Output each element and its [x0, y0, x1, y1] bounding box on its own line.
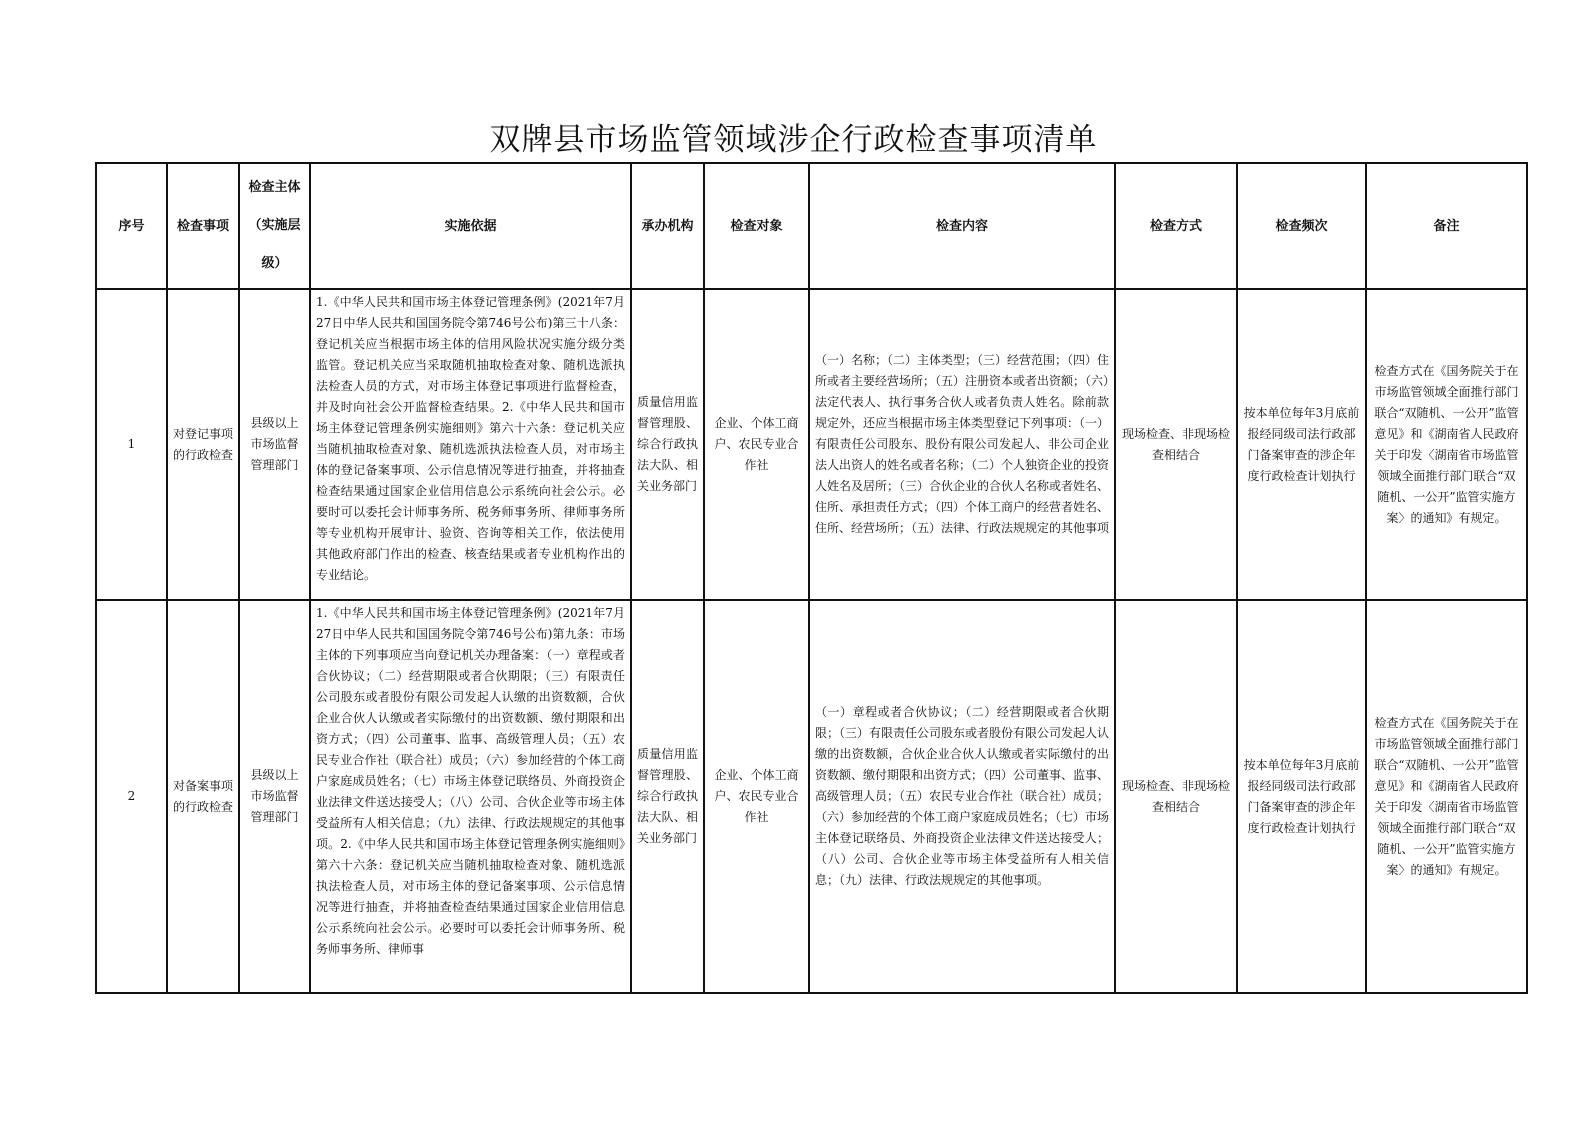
- cell-target: 企业、个体工商户、农民专业合作社: [704, 600, 809, 993]
- cell-agency: 质量信用监督管理股、综合行政执法大队、相关业务部门: [631, 289, 704, 600]
- header-subject: 检查主体（实施层级）: [239, 163, 310, 289]
- header-frequency: 检查频次: [1237, 163, 1366, 289]
- header-seq: 序号: [96, 163, 167, 289]
- header-basis: 实施依据: [310, 163, 631, 289]
- cell-subject: 县级以上市场监督管理部门: [239, 289, 310, 600]
- cell-basis: 1.《中华人民共和国市场主体登记管理条例》(2021年7月27日中华人民共和国国务院令第746号公布)第三十八条：登记机关应当根据市场主体的信用风险状况实施分级分类监管。登记机关应当采取随机抽取检查对象、随机选派执法检查人员的方式，对市场主体登记事项进行监督检查，并及时向社会公开监督检查结果。2.《中华人民共和国市场主体登记管理条例实施细则》第六十六条：登记机关应当随机抽取检查对象、随机选派执法检查人员，对市场主体的登记备案事项、公示信息情况等进行抽查，并将抽查检查结果通过国家企业信用信息公示系统向社会公示。必要时可以委托会计师事务所、税务师事务所、律师事务所等专业机构开展审计、验资、咨询等相关工作，依法使用其他政府部门作出的检查、核查结果或者专业机构作出的专业结论。: [310, 289, 631, 600]
- cell-seq: 1: [96, 289, 167, 600]
- header-content: 检查内容: [809, 163, 1115, 289]
- cell-seq: 2: [96, 600, 167, 993]
- table-row: [96, 600, 1527, 993]
- cell-frequency: 按本单位每年3月底前报经同级司法行政部门备案审查的涉企年度行政检查计划执行: [1237, 600, 1366, 993]
- cell-remarks: 检查方式在《国务院关于在市场监管领域全面推行部门联合“双随机、一公开”监管意见》和《湖南省人民政府关于印发〈湖南省市场监管领域全面推行部门联合“双随机、一公开”监管实施方案〉的通知》有规定。: [1366, 289, 1527, 600]
- cell-agency: 质量信用监督管理股、综合行政执法大队、相关业务部门: [631, 600, 704, 993]
- cell-subject: 县级以上市场监督管理部门: [239, 600, 310, 993]
- header-remarks: 备注: [1366, 163, 1527, 289]
- page-title: 双牌县市场监管领域涉企行政检查事项清单: [489, 122, 1098, 158]
- header-item: 检查事项: [167, 163, 239, 289]
- cell-content: （一）章程或者合伙协议；（二）经营期限或者合伙期限；（三）有限责任公司股东或者股份有限公司发起人认缴的出资数额，合伙企业合伙人认缴或者实际缴付的出资数额、缴付期限和出资方式；（四）公司董事、监事、高级管理人员；（五）农民专业合作社（联合社）成员；（六）参加经营的个体工商户家庭成员姓名；（七）市场主体登记联络员、外商投资企业法律文件送达接受人；（八）公司、合伙企业等市场主体受益所有人相关信息；（九）法律、行政法规规定的其他事项。: [809, 600, 1115, 993]
- cell-item: 对登记事项的行政检查: [167, 289, 239, 600]
- cell-remarks: 检查方式在《国务院关于在市场监管领域全面推行部门联合“双随机、一公开”监管意见》和《湖南省人民政府关于印发〈湖南省市场监管领域全面推行部门联合“双随机、一公开”监管实施方案〉的通知》有规定。: [1366, 600, 1527, 993]
- table-row: [96, 289, 1527, 600]
- header-row: [96, 163, 1527, 289]
- header-method: 检查方式: [1115, 163, 1237, 289]
- cell-method: 现场检查、非现场检查相结合: [1115, 600, 1237, 993]
- cell-basis: 1.《中华人民共和国市场主体登记管理条例》(2021年7月27日中华人民共和国国务院令第746号公布)第九条：市场主体的下列事项应当向登记机关办理备案：（一）章程或者合伙协议；（二）经营期限或者合伙期限；（三）有限责任公司股东或者股份有限公司发起人认缴的出资数额，合伙企业合伙人认缴或者实际缴付的出资数额、缴付期限和出资方式；（四）公司董事、监事、高级管理人员；（五）农民专业合作社（联合社）成员；（六）参加经营的个体工商户家庭成员姓名；（七）市场主体登记联络员、外商投资企业法律文件送达接受人；（八）公司、合伙企业等市场主体受益所有人相关信息；（九）法律、行政法规规定的其他事项。2.《中华人民共和国市场主体登记管理条例实施细则》第六十六条：登记机关应当随机抽取检查对象、随机选派执法检查人员，对市场主体的登记备案事项、公示信息情况等进行抽查，并将抽查检查结果通过国家企业信用信息公示系统向社会公示。必要时可以委托会计师事务所、税务师事务所、律师事: [310, 600, 631, 993]
- cell-target: 企业、个体工商户、农民专业合作社: [704, 289, 809, 600]
- inspection-table: [95, 162, 1528, 994]
- cell-method: 现场检查、非现场检查相结合: [1115, 289, 1237, 600]
- cell-frequency: 按本单位每年3月底前报经同级司法行政部门备案审查的涉企年度行政检查计划执行: [1237, 289, 1366, 600]
- cell-item: 对备案事项的行政检查: [167, 600, 239, 993]
- cell-content: （一）名称；（二）主体类型；（三）经营范围；（四）住所或者主要经营场所；（五）注册资本或者出资额；（六）法定代表人、执行事务合伙人或者负责人姓名。除前款规定外，还应当根据市场主体类型登记下列事项：（一）有限责任公司股东、股份有限公司发起人、非公司企业法人出资人的姓名或者名称；（二）个人独资企业的投资人姓名及居所；（三）合伙企业的合伙人名称或者姓名、住所、承担责任方式；（四）个体工商户的经营者姓名、住所、经营场所；（五）法律、行政法规规定的其他事项: [809, 289, 1115, 600]
- header-target: 检查对象: [704, 163, 809, 289]
- header-agency: 承办机构: [631, 163, 704, 289]
